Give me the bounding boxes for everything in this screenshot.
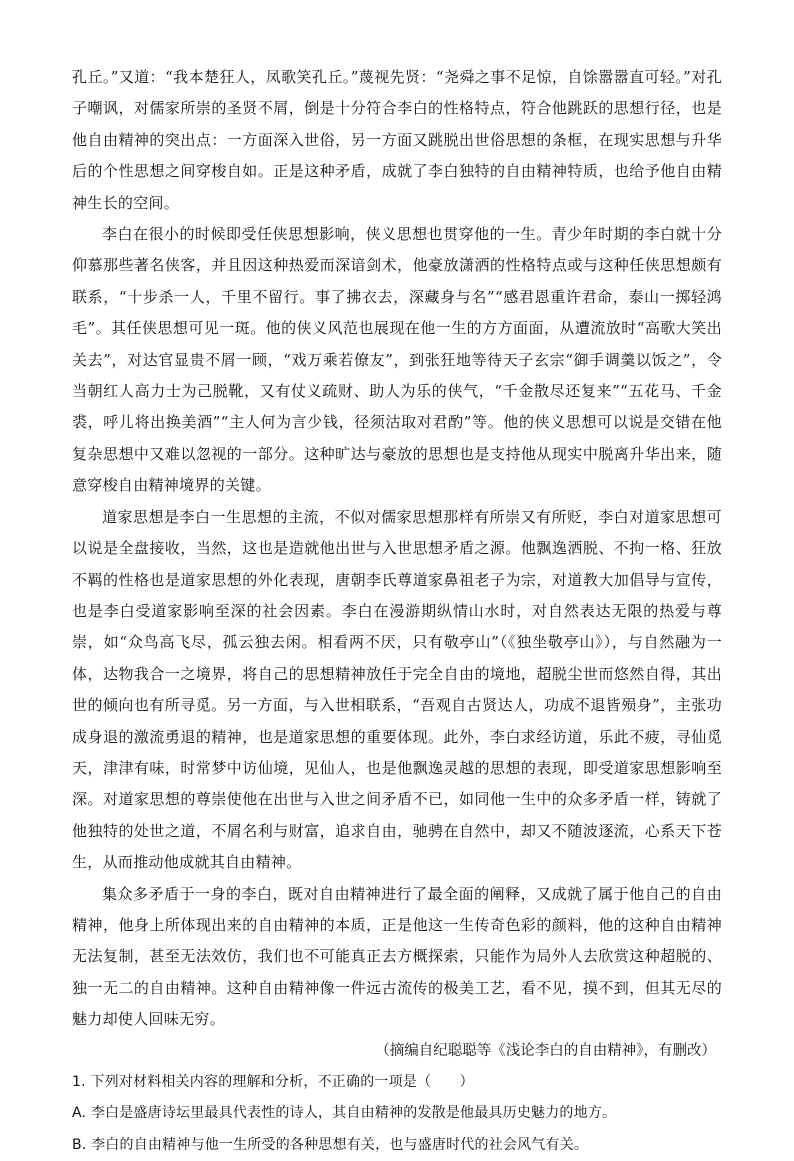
passage-paragraph-3: 道家思想是李白一生思想的主流，不似对儒家思想那样有所崇又有所贬，李白对道家思想可以说是全盘接收，当然，这也是造就他出世与入世思想矛盾之源。他飘逸洒脱、不拘一格、狂放不羁的性格也是道家思想的外化表现，唐朝李氏尊道家鼻祖老子为宗，对道教大加倡导与宣传，也是李白受道家影响至深的社会因素。李白在漫游期纵情山水时，对自然表达无限的热爱与尊崇，如“众鸟高飞尽，孤云独去闲。相看两不厌，只有敬亭山”（《独坐敬亭山》），与自然融为一体，达物我合一之境界，将自己的思想精神放任于完全自由的境地，超脱尘世而悠然自得，其出世的倾向也有所寻觅。另一方面，与入世相联系，“吾观自古贤达人，功成不退皆殒身”，主张功成身退的激流勇退的精神，也是道家思想的重要体现。此外，李白求经访道，乐此不疲，寻仙觅天，津津有味，时常梦中访仙境，见仙人，也是他飘逸灵越的思想的表现，即受道家思想影响至深。对道家思想的尊崇使他在出世与入世之间矛盾不已，如同他一生中的众多矛盾一样，铸就了他独特的处世之道，不屑名利与财富，追求自由，驰骋在自然中，却又不随波逐流，心系天下苍生，从而推动他成就其自由精神。: [72, 507, 722, 872]
option-b[interactable]: B. 李白的自由精神与他一生所受的各种思想有关，也与盛唐时代的社会风气有关。: [72, 1136, 589, 1153]
passage-paragraph-1: 孔丘。”又道：“我本楚狂人，凤歌笑孔丘。”蔑视先贤：“尧舜之事不足惊，自馀嚣嚣直可轻。”对孔子嘲讽，对儒家所崇的圣贤不屑，倒是十分符合李白的性格特点，符合他跳跃的思想行径，也是他自由精神的突出点：一方面深入世俗，另一方面又跳脱出世俗思想的条框，在现实思想与升华后的个性思想之间穿梭自如。正是这种矛盾，成就了李白独特的自由精神特质，也给予他自由精神生长的空间。: [72, 68, 722, 212]
passage-source: （摘编自纪聪聪等《浅论李白的自由精神》，有删改）: [375, 1042, 716, 1059]
passage-paragraph-4: 集众多矛盾于一身的李白，既对自由精神进行了最全面的阐释，又成就了属于他自己的自由精神，他身上所体现出来的自由精神的本质，正是他这一生传奇色彩的颜料，他的这种自由精神无法复制，甚至无法效仿，我们也不可能真正去方概探索，只能作为局外人去欣赏这种超脱的、独一无二的自由精神。这种自由精神像一件远古流传的极美工艺，看不见，摸不到，但其无尽的魅力却使人回味无穷。: [72, 884, 722, 1029]
question-stem: 1. 下列对材料相关内容的理解和分析，不正确的一项是（ ）: [72, 1073, 474, 1090]
option-a[interactable]: A. 李白是盛唐诗坛里最具代表性的诗人，其自由精神的发散是他最具历史魅力的地方。: [72, 1105, 617, 1122]
passage-paragraph-2: 李白在很小的时候即受任侠思想影响，侠义思想也贯穿他的一生。青少年时期的李白就十分仰慕那些著名侠客，并且因这种热爱而深谙剑术，他豪放潇洒的性格特点或与这种任侠思想颇有联系，“十步杀一人，千里不留行。事了拂衣去，深藏身与名”“感君恩重许君命，泰山一掷轻鸿毛”。其任侠思想可见一斑。他的侠义风范也展现在他一生的方方面面，从遭流放时“高歌大笑出关去”，对达官显贵不屑一顾，“戏万乘若僚友”，到张狂地等待天子玄宗“御手调羹以饭之”，令当朝红人高力士为己脱靴，又有仗义疏财、助人为乐的侠气，“千金散尽还复来”“五花马、千金裘，呼儿将出换美酒”“主人何为言少钱，径须沽取对君酌”等。他的侠义思想可以说是交错在他复杂思想中又难以忽视的一部分。这种旷达与豪放的思想也是支持他从现实中脱离升华出来，随意穿梭自由精神境界的关键。: [72, 225, 722, 495]
